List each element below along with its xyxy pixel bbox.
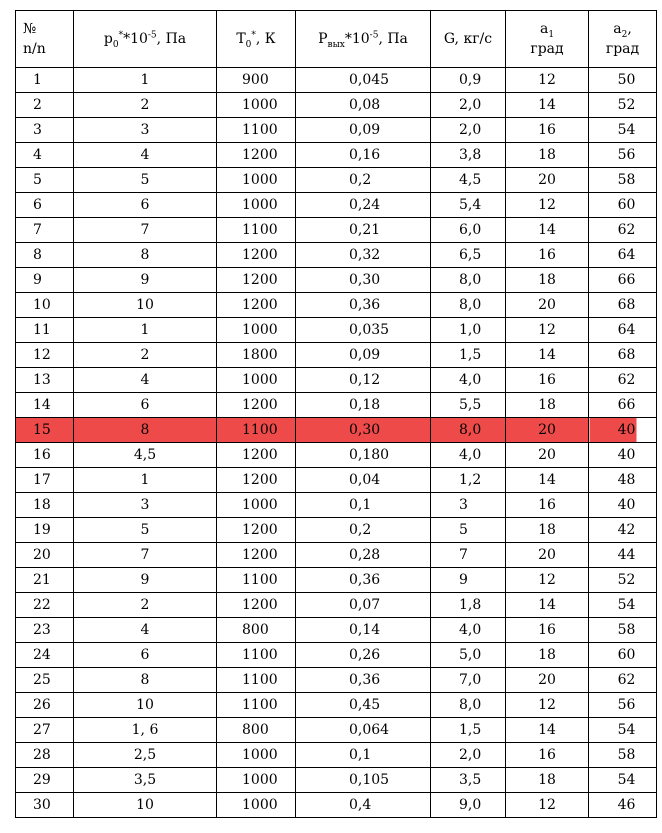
header-number-symbol: №: [23, 21, 37, 37]
cell-number: 11: [16, 318, 74, 343]
cell-g: 5,4: [431, 193, 506, 218]
cell-p-out: 0,14: [296, 618, 431, 643]
cell-number: 15: [16, 418, 74, 443]
header-t0: [217, 11, 296, 68]
cell-p-out: 0,064: [296, 718, 431, 743]
table-row: [16, 218, 657, 243]
cell-p-out: 0,26: [296, 643, 431, 668]
cell-t0: 1000: [217, 168, 296, 193]
cell-p-out: 0,180: [296, 443, 431, 468]
cell-t0: 1200: [217, 268, 296, 293]
cell-g: 1,8: [431, 593, 506, 618]
cell-number: 27: [16, 718, 74, 743]
cell-p0: 6: [74, 643, 217, 668]
table-row: [16, 743, 657, 768]
header-a2-unit: град: [605, 41, 640, 57]
cell-p-out: 0,04: [296, 468, 431, 493]
cell-a1: 18: [506, 768, 589, 793]
cell-p-out: 0,035: [296, 318, 431, 343]
cell-p0: 8: [74, 668, 217, 693]
cell-number: 21: [16, 568, 74, 593]
cell-p0: 1: [74, 318, 217, 343]
header-p0-symbol: p: [103, 31, 113, 47]
header-t0-sub: 0: [245, 39, 252, 50]
header-p0: [74, 11, 217, 68]
cell-p-out: 0,36: [296, 293, 431, 318]
cell-p0: 1, 6: [74, 718, 217, 743]
cell-g: 9,0: [431, 793, 506, 818]
table-body: [16, 68, 657, 818]
cell-number: 24: [16, 643, 74, 668]
cell-p-out: 0,09: [296, 343, 431, 368]
header-a2: [589, 11, 657, 68]
cell-p0: 3: [74, 118, 217, 143]
cell-g: 5,5: [431, 393, 506, 418]
header-p0-unit: , Па: [156, 31, 187, 47]
header-a2-symbol: a: [613, 21, 622, 37]
cell-a2: 68: [589, 293, 657, 318]
table-header-row: [16, 11, 657, 68]
header-p0-exponent: -5: [147, 30, 157, 41]
cell-a2: 42: [589, 518, 657, 543]
cell-p0: 9: [74, 268, 217, 293]
cell-a1: 18: [506, 518, 589, 543]
cell-t0: 1000: [217, 318, 296, 343]
cell-number: 30: [16, 793, 74, 818]
cell-a1: 16: [506, 368, 589, 393]
cell-a1: 12: [506, 193, 589, 218]
cell-a1: 14: [506, 718, 589, 743]
cell-t0: 1000: [217, 743, 296, 768]
cell-a2: 40: [589, 443, 657, 468]
cell-g: 4,0: [431, 368, 506, 393]
header-a2-sep: ,: [627, 21, 632, 37]
cell-p0: 2,5: [74, 743, 217, 768]
cell-number: 3: [16, 118, 74, 143]
cell-p-out: 0,28: [296, 543, 431, 568]
header-a1-sub: 1: [548, 29, 555, 40]
table-row: [16, 143, 657, 168]
cell-t0: 800: [217, 718, 296, 743]
cell-p-out: 0,07: [296, 593, 431, 618]
cell-a2: 46: [589, 793, 657, 818]
cell-p0: 2: [74, 343, 217, 368]
cell-p-out: 0,12: [296, 368, 431, 393]
cell-number: 16: [16, 443, 74, 468]
cell-g: 8,0: [431, 418, 506, 443]
cell-a1: 14: [506, 468, 589, 493]
cell-p-out: 0,105: [296, 768, 431, 793]
cell-t0: 900: [217, 68, 296, 93]
cell-a2: 68: [589, 343, 657, 368]
table-row: [16, 768, 657, 793]
cell-p0: 10: [74, 793, 217, 818]
cell-number: 25: [16, 668, 74, 693]
header-p0-star: *: [118, 30, 124, 41]
cell-p-out: 0,09: [296, 118, 431, 143]
cell-t0: 1000: [217, 793, 296, 818]
cell-t0: 1100: [217, 568, 296, 593]
cell-g: 8,0: [431, 268, 506, 293]
table-row: [16, 118, 657, 143]
cell-a2: 62: [589, 368, 657, 393]
cell-g: 6,0: [431, 218, 506, 243]
cell-p-out: 0,36: [296, 668, 431, 693]
table-row: [16, 543, 657, 568]
cell-p-out: 0,2: [296, 518, 431, 543]
cell-p-out: 0,36: [296, 568, 431, 593]
header-t0-symbol: T: [236, 31, 246, 47]
cell-t0: 1200: [217, 593, 296, 618]
cell-a2: 54: [589, 593, 657, 618]
cell-a1: 12: [506, 68, 589, 93]
cell-a1: 20: [506, 168, 589, 193]
cell-p0: 4: [74, 618, 217, 643]
cell-g: 4,0: [431, 618, 506, 643]
cell-a2: 50: [589, 68, 657, 93]
cell-p-out: 0,30: [296, 268, 431, 293]
cell-p-out: 0,1: [296, 493, 431, 518]
table-row: [16, 168, 657, 193]
cell-p0: 3,5: [74, 768, 217, 793]
cell-a1: 14: [506, 343, 589, 368]
table-row: [16, 293, 657, 318]
table-row: [16, 393, 657, 418]
table-row: [16, 493, 657, 518]
cell-g: 4,0: [431, 443, 506, 468]
cell-t0: 1000: [217, 93, 296, 118]
cell-p-out: 0,32: [296, 243, 431, 268]
cell-t0: 1200: [217, 293, 296, 318]
table-row: [16, 643, 657, 668]
cell-p-out: 0,30: [296, 418, 431, 443]
header-p-out: [296, 11, 431, 68]
cell-a1: 20: [506, 668, 589, 693]
cell-a2: 52: [589, 93, 657, 118]
cell-g: 9: [431, 568, 506, 593]
cell-a1: 20: [506, 443, 589, 468]
cell-g: 5,0: [431, 643, 506, 668]
cell-g: 3: [431, 493, 506, 518]
cell-p0: 7: [74, 543, 217, 568]
table-row: [16, 243, 657, 268]
table-row: [16, 693, 657, 718]
cell-p0: 4,5: [74, 443, 217, 468]
cell-number: 17: [16, 468, 74, 493]
cell-t0: 1200: [217, 443, 296, 468]
table-row: [16, 343, 657, 368]
cell-number: 10: [16, 293, 74, 318]
cell-p-out: 0,2: [296, 168, 431, 193]
cell-a1: 12: [506, 318, 589, 343]
cell-g: 2,0: [431, 93, 506, 118]
cell-a2: 56: [589, 143, 657, 168]
cell-a2: 52: [589, 568, 657, 593]
cell-t0: 1100: [217, 668, 296, 693]
cell-t0: 1100: [217, 418, 296, 443]
cell-a1: 16: [506, 493, 589, 518]
table-row: [16, 718, 657, 743]
cell-a2: 54: [589, 118, 657, 143]
cell-p0: 6: [74, 393, 217, 418]
cell-p-out: 0,16: [296, 143, 431, 168]
cell-number: 19: [16, 518, 74, 543]
cell-p-out: 0,08: [296, 93, 431, 118]
cell-p0: 8: [74, 243, 217, 268]
cell-t0: 1100: [217, 118, 296, 143]
cell-number: 5: [16, 168, 74, 193]
cell-t0: 1100: [217, 218, 296, 243]
cell-a2: 48: [589, 468, 657, 493]
cell-g: 1,0: [431, 318, 506, 343]
cell-a1: 12: [506, 568, 589, 593]
cell-a2: 62: [589, 668, 657, 693]
header-pout-unit: , Па: [378, 31, 408, 47]
cell-p0: 10: [74, 693, 217, 718]
cell-t0: 1200: [217, 468, 296, 493]
cell-t0: 1100: [217, 693, 296, 718]
cell-t0: 1200: [217, 518, 296, 543]
table-row: [16, 418, 657, 443]
cell-a2: 40: [589, 418, 657, 443]
cell-p0: 7: [74, 218, 217, 243]
header-a1: [506, 11, 589, 68]
header-t0-unit: , К: [255, 31, 276, 47]
cell-a2: 58: [589, 168, 657, 193]
cell-t0: 1000: [217, 193, 296, 218]
cell-g: 3,5: [431, 768, 506, 793]
cell-a1: 18: [506, 643, 589, 668]
cell-a2: 40: [589, 493, 657, 518]
cell-number: 23: [16, 618, 74, 643]
cell-t0: 1000: [217, 368, 296, 393]
table-row: [16, 668, 657, 693]
header-number-nn: n/n: [23, 41, 46, 57]
cell-a2: 60: [589, 193, 657, 218]
cell-g: 1,2: [431, 468, 506, 493]
cell-a1: 14: [506, 93, 589, 118]
cell-p0: 2: [74, 93, 217, 118]
table-row: [16, 93, 657, 118]
cell-a2: 54: [589, 768, 657, 793]
header-a1-symbol: a: [539, 21, 549, 37]
cell-p0: 5: [74, 518, 217, 543]
cell-g: 3,8: [431, 143, 506, 168]
cell-a1: 16: [506, 118, 589, 143]
table-row: [16, 268, 657, 293]
table-row: [16, 518, 657, 543]
cell-t0: 1200: [217, 543, 296, 568]
cell-p-out: 0,18: [296, 393, 431, 418]
parameters-table: [15, 10, 657, 818]
cell-a1: 18: [506, 268, 589, 293]
cell-a1: 16: [506, 243, 589, 268]
cell-t0: 1200: [217, 393, 296, 418]
table-row: [16, 68, 657, 93]
cell-a2: 44: [589, 543, 657, 568]
cell-t0: 800: [217, 618, 296, 643]
header-a1-unit: град: [530, 41, 564, 57]
cell-t0: 1000: [217, 493, 296, 518]
cell-a1: 14: [506, 593, 589, 618]
table-row: [16, 593, 657, 618]
cell-number: 20: [16, 543, 74, 568]
table-row: [16, 193, 657, 218]
cell-t0: 1100: [217, 643, 296, 668]
cell-number: 6: [16, 193, 74, 218]
cell-number: 7: [16, 218, 74, 243]
cell-t0: 1200: [217, 243, 296, 268]
cell-p0: 9: [74, 568, 217, 593]
cell-a2: 66: [589, 268, 657, 293]
header-pout-sub: вых: [327, 39, 345, 50]
cell-a1: 14: [506, 218, 589, 243]
cell-g: 0,9: [431, 68, 506, 93]
cell-number: 4: [16, 143, 74, 168]
cell-a2: 66: [589, 393, 657, 418]
cell-number: 26: [16, 693, 74, 718]
table-row: [16, 793, 657, 818]
cell-p0: 3: [74, 493, 217, 518]
cell-number: 12: [16, 343, 74, 368]
cell-p-out: 0,24: [296, 193, 431, 218]
cell-p0: 5: [74, 168, 217, 193]
table-row: [16, 618, 657, 643]
cell-t0: 1800: [217, 343, 296, 368]
cell-p0: 10: [74, 293, 217, 318]
header-pout-multiplier: *10: [344, 31, 370, 47]
cell-number: 8: [16, 243, 74, 268]
cell-a1: 18: [506, 393, 589, 418]
cell-a2: 64: [589, 243, 657, 268]
cell-p-out: 0,45: [296, 693, 431, 718]
cell-number: 22: [16, 593, 74, 618]
cell-a1: 18: [506, 143, 589, 168]
cell-number: 18: [16, 493, 74, 518]
cell-g: 6,5: [431, 243, 506, 268]
cell-g: 8,0: [431, 293, 506, 318]
cell-a2: 56: [589, 693, 657, 718]
cell-number: 2: [16, 93, 74, 118]
cell-a1: 12: [506, 793, 589, 818]
header-number: [16, 11, 74, 68]
cell-a2: 54: [589, 718, 657, 743]
cell-g: 4,5: [431, 168, 506, 193]
header-g: [431, 11, 506, 68]
cell-p-out: 0,21: [296, 218, 431, 243]
cell-p0: 8: [74, 418, 217, 443]
cell-a2: 60: [589, 643, 657, 668]
header-t0-star: *: [251, 30, 256, 41]
header-a2-sub: 2: [621, 29, 628, 40]
cell-t0: 1000: [217, 768, 296, 793]
cell-number: 9: [16, 268, 74, 293]
cell-a1: 20: [506, 418, 589, 443]
cell-p-out: 0,045: [296, 68, 431, 93]
cell-p-out: 0,4: [296, 793, 431, 818]
cell-p0: 6: [74, 193, 217, 218]
cell-a1: 20: [506, 293, 589, 318]
cell-g: 2,0: [431, 118, 506, 143]
table-row: [16, 318, 657, 343]
cell-g: 1,5: [431, 343, 506, 368]
cell-number: 14: [16, 393, 74, 418]
header-pout-symbol: P: [318, 31, 328, 47]
cell-a2: 58: [589, 743, 657, 768]
cell-a1: 20: [506, 543, 589, 568]
cell-p0: 1: [74, 468, 217, 493]
cell-g: 1,5: [431, 718, 506, 743]
header-g-label: G, кг/с: [443, 31, 493, 47]
cell-a2: 58: [589, 618, 657, 643]
header-p0-multiplier: *10: [123, 31, 148, 47]
cell-a1: 16: [506, 743, 589, 768]
cell-g: 5: [431, 518, 506, 543]
cell-p0: 4: [74, 143, 217, 168]
cell-t0: 1200: [217, 143, 296, 168]
cell-g: 2,0: [431, 743, 506, 768]
header-pout-exponent: -5: [369, 30, 379, 41]
cell-p0: 1: [74, 68, 217, 93]
cell-p-out: 0,1: [296, 743, 431, 768]
cell-g: 7,0: [431, 668, 506, 693]
cell-a2: 64: [589, 318, 657, 343]
cell-p0: 4: [74, 368, 217, 393]
cell-number: 13: [16, 368, 74, 393]
cell-number: 28: [16, 743, 74, 768]
table-row: [16, 443, 657, 468]
cell-g: 7: [431, 543, 506, 568]
cell-number: 1: [16, 68, 74, 93]
cell-number: 29: [16, 768, 74, 793]
cell-p0: 2: [74, 593, 217, 618]
cell-a1: 12: [506, 693, 589, 718]
cell-a2: 62: [589, 218, 657, 243]
table-row: [16, 568, 657, 593]
cell-g: 8,0: [431, 693, 506, 718]
table-row: [16, 468, 657, 493]
cell-a1: 16: [506, 618, 589, 643]
header-p0-sub: 0: [112, 39, 119, 50]
table-row: [16, 368, 657, 393]
